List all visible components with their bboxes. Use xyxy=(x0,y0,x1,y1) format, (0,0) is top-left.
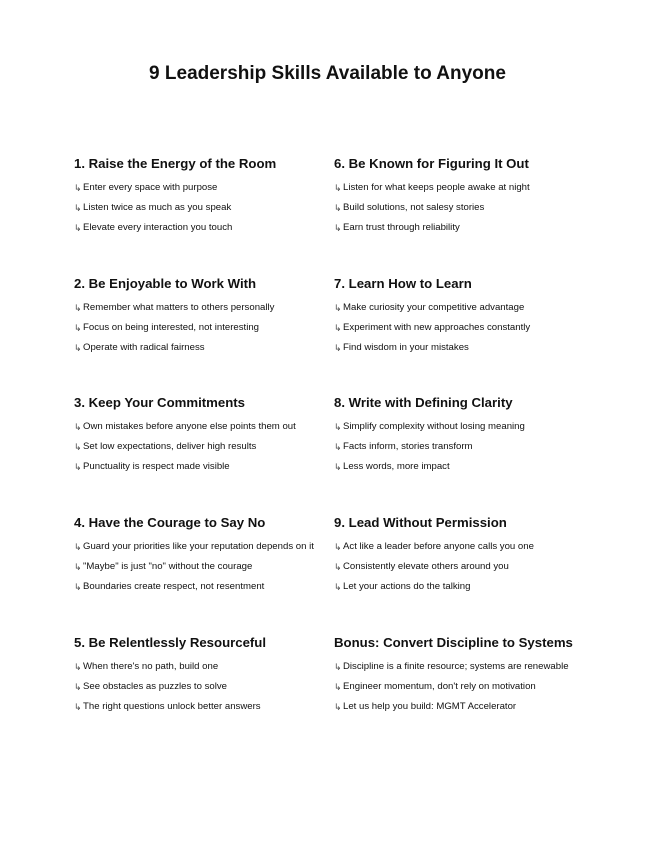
section-heading: 3. Keep Your Commitments xyxy=(74,395,245,410)
arrow-return-icon: ↳ xyxy=(334,682,342,692)
list-item-text: Consistently elevate others around you xyxy=(343,561,509,572)
list-item xyxy=(334,541,624,561)
list-item-text: See obstacles as puzzles to solve xyxy=(83,681,227,692)
list-item xyxy=(74,581,364,601)
list-item-text: Let us help you build: MGMT Accelerator xyxy=(343,701,517,712)
section-item-list xyxy=(334,541,624,601)
list-item-text: Build solutions, not salesy stories xyxy=(343,202,485,213)
arrow-return-icon: ↳ xyxy=(74,562,82,572)
list-item xyxy=(74,441,364,461)
arrow-return-icon: ↳ xyxy=(334,203,342,213)
list-item xyxy=(74,701,364,721)
arrow-return-icon: ↳ xyxy=(74,442,82,452)
arrow-return-icon: ↳ xyxy=(74,303,82,313)
arrow-return-icon: ↳ xyxy=(334,442,342,452)
list-item-text: The right questions unlock better answers xyxy=(83,701,261,712)
list-item-text: Less words, more impact xyxy=(343,461,450,472)
list-item-text: Earn trust through reliability xyxy=(343,222,460,233)
list-item-text: Operate with radical fairness xyxy=(83,342,205,353)
list-item-text: Boundaries create respect, not resentment xyxy=(83,581,265,592)
list-item-text: Remember what matters to others personally xyxy=(83,302,275,313)
section-raise-the-energy xyxy=(74,156,364,242)
section-courage-to-say-no xyxy=(74,515,364,601)
section-heading: 6. Be Known for Figuring It Out xyxy=(334,156,529,171)
arrow-return-icon: ↳ xyxy=(74,462,82,472)
list-item-text: Own mistakes before anyone else points them out xyxy=(83,421,296,432)
page-title: 9 Leadership Skills Available to Anyone xyxy=(149,63,506,84)
list-item-text: Facts inform, stories transform xyxy=(343,441,473,452)
section-item-list xyxy=(74,541,364,601)
section-heading: 5. Be Relentlessly Resourceful xyxy=(74,635,267,650)
list-item xyxy=(74,222,364,242)
list-item-text: Simplify complexity without losing meaning xyxy=(343,421,525,432)
arrow-return-icon: ↳ xyxy=(334,343,342,353)
section-heading: 7. Learn How to Learn xyxy=(334,276,472,291)
arrow-return-icon: ↳ xyxy=(334,542,342,552)
section-item-list xyxy=(74,182,364,242)
section-known-for-figuring-it-out xyxy=(334,156,624,242)
list-item xyxy=(334,222,624,242)
arrow-return-icon: ↳ xyxy=(334,702,342,712)
list-item-text: Make curiosity your competitive advantage xyxy=(343,302,525,313)
arrow-return-icon: ↳ xyxy=(334,422,342,432)
section-item-list xyxy=(74,302,364,362)
list-item-text: Engineer momentum, don't rely on motivation xyxy=(343,681,536,692)
arrow-return-icon: ↳ xyxy=(74,183,82,193)
list-item-text: Experiment with new approaches constantly xyxy=(343,322,531,333)
section-item-list xyxy=(334,182,624,242)
list-item xyxy=(334,342,624,362)
list-item xyxy=(74,541,364,561)
section-item-list xyxy=(334,421,624,481)
section-heading: 2. Be Enjoyable to Work With xyxy=(74,276,257,291)
arrow-return-icon: ↳ xyxy=(74,203,82,213)
list-item xyxy=(74,302,364,322)
section-lead-without-permission xyxy=(334,515,624,601)
list-item xyxy=(334,701,624,721)
list-item-text: Set low expectations, deliver high results xyxy=(83,441,257,452)
arrow-return-icon: ↳ xyxy=(74,542,82,552)
list-item xyxy=(334,661,624,681)
section-learn-how-to-learn xyxy=(334,276,624,362)
list-item xyxy=(74,661,364,681)
section-heading: 8. Write with Defining Clarity xyxy=(334,395,513,410)
list-item-text: Guard your priorities like your reputation depends on it xyxy=(83,541,314,552)
list-item xyxy=(334,461,624,481)
arrow-return-icon: ↳ xyxy=(334,223,342,233)
arrow-return-icon: ↳ xyxy=(334,183,342,193)
arrow-return-icon: ↳ xyxy=(74,323,82,333)
list-item xyxy=(74,342,364,362)
list-item xyxy=(334,322,624,342)
list-item xyxy=(334,421,624,441)
arrow-return-icon: ↳ xyxy=(334,582,342,592)
list-item xyxy=(334,581,624,601)
section-enjoyable-to-work-with xyxy=(74,276,364,362)
arrow-return-icon: ↳ xyxy=(334,562,342,572)
section-heading: Bonus: Convert Discipline to Systems xyxy=(334,635,573,650)
list-item xyxy=(334,561,624,581)
section-heading: 9. Lead Without Permission xyxy=(334,515,507,530)
list-item xyxy=(334,202,624,222)
list-item-text: Punctuality is respect made visible xyxy=(83,461,230,472)
section-item-list xyxy=(334,661,624,721)
section-heading: 4. Have the Courage to Say No xyxy=(74,515,266,530)
section-bonus-discipline-to-systems xyxy=(334,635,624,721)
arrow-return-icon: ↳ xyxy=(334,323,342,333)
list-item-text: Listen for what keeps people awake at night xyxy=(343,182,530,193)
list-item xyxy=(74,681,364,701)
section-relentlessly-resourceful xyxy=(74,635,364,721)
list-item-text: Listen twice as much as you speak xyxy=(83,202,232,213)
arrow-return-icon: ↳ xyxy=(74,343,82,353)
arrow-return-icon: ↳ xyxy=(74,422,82,432)
list-item-text: "Maybe" is just "no" without the courage xyxy=(83,561,253,572)
list-item-text: Elevate every interaction you touch xyxy=(83,222,233,233)
arrow-return-icon: ↳ xyxy=(334,303,342,313)
list-item-text: Let your actions do the talking xyxy=(343,581,471,592)
list-item-text: Act like a leader before anyone calls you one xyxy=(343,541,534,552)
arrow-return-icon: ↳ xyxy=(334,662,342,672)
section-write-with-clarity xyxy=(334,395,624,481)
arrow-return-icon: ↳ xyxy=(74,662,82,672)
section-item-list xyxy=(74,421,364,481)
list-item xyxy=(74,182,364,202)
list-item-text: Focus on being interested, not interesting xyxy=(83,322,259,333)
arrow-return-icon: ↳ xyxy=(334,462,342,472)
list-item xyxy=(334,182,624,202)
list-item xyxy=(74,561,364,581)
arrow-return-icon: ↳ xyxy=(74,682,82,692)
list-item-text: Discipline is a finite resource; systems are renewable xyxy=(343,661,569,672)
list-item xyxy=(334,302,624,322)
section-item-list xyxy=(74,661,364,721)
list-item xyxy=(74,322,364,342)
list-item xyxy=(74,461,364,481)
list-item-text: Enter every space with purpose xyxy=(83,182,218,193)
section-heading: 1. Raise the Energy of the Room xyxy=(74,156,277,171)
section-keep-your-commitments xyxy=(74,395,364,481)
arrow-return-icon: ↳ xyxy=(74,223,82,233)
section-item-list xyxy=(334,302,624,362)
list-item xyxy=(334,681,624,701)
arrow-return-icon: ↳ xyxy=(74,702,82,712)
list-item xyxy=(74,202,364,222)
list-item-text: Find wisdom in your mistakes xyxy=(343,342,469,353)
list-item xyxy=(334,441,624,461)
list-item-text: When there's no path, build one xyxy=(83,661,219,672)
arrow-return-icon: ↳ xyxy=(74,582,82,592)
list-item xyxy=(74,421,364,441)
